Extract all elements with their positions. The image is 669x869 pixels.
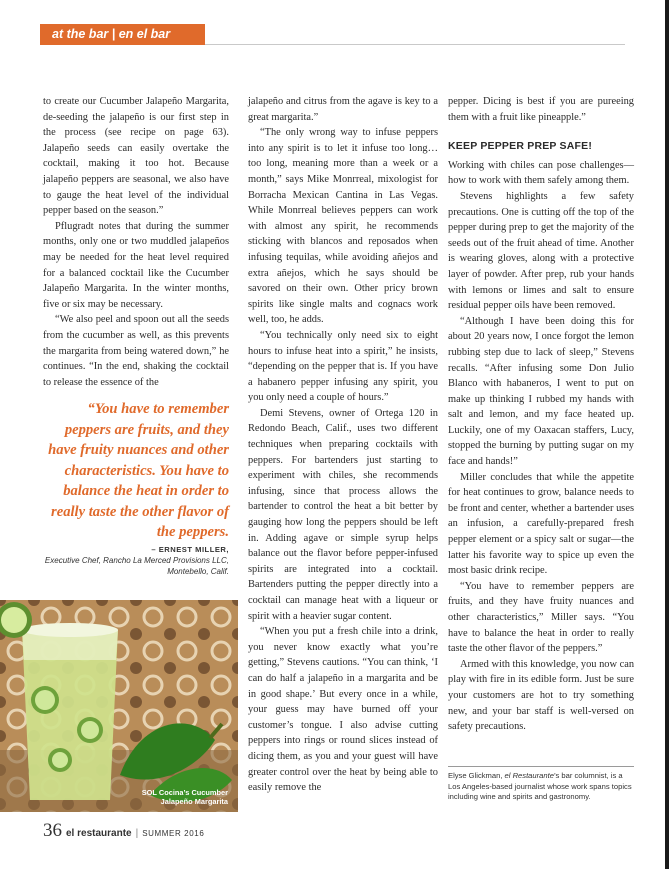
paragraph: pepper. Dicing is best if you are pureeing them with a fruit like pineapple.” (448, 96, 634, 123)
column-1 (43, 94, 229, 390)
page-number: 36 (43, 820, 62, 841)
pull-quote-attribution (43, 544, 229, 577)
page-footer (43, 820, 204, 840)
attribution-name: – ERNEST MILLER, (151, 545, 229, 554)
paragraph: Working with chiles can pose challenges—how to work with them safely among them. (448, 159, 634, 187)
paragraph: Pflugradt notes that during the summer months, only one or two muddled jalapeños may be needed for the heat level required for a balanced cocktail like the Cucumber Jalapeño Margarita. In the winter months, five or six may be necessary. (43, 220, 229, 310)
paragraph: “When you put a fresh chile into a drink, you never know exactly what you’re getting,” Stevens cautions. “You can think, ‘I can do half a jalapeño in a margarita and be in good shape.’ But every once in a while, your guess may have burned off your customer’s tongue. I also advise cutting peppers into rings or round slices instead of dicing them, as you and your guest will have greater control over the heat by being able to easily remove the (248, 626, 438, 794)
cocktail-illustration (0, 600, 238, 812)
bio-divider (448, 766, 634, 767)
section-header: at the bar | en el bar (40, 24, 205, 45)
attribution-role: Executive Chef, Rancho La Merced Provisions LLC, Montebello, Calif. (44, 556, 229, 576)
caption-line: SOL Cocina’s Cucumber (141, 788, 228, 797)
page-edge (665, 0, 669, 869)
paragraph: “You technically only need six to eight hours to infuse heat into a spirit,” he insists, “depending on the pepper that is. If you have a habanero pepper infusing any spirit, you you only need a couple of hours.” (248, 329, 438, 404)
column-2 (248, 94, 438, 796)
issue-label: SUMMER 2016 (142, 829, 205, 838)
paragraph: Stevens highlights a few safety precautions. One is cutting off the top of the pepper during prep to get the majority of the seeds out of the fruit ahead of time. Another is wearing gloves, along with a protective layer of powder. After prep, rub your hands with lemons or limes and salt to ensure residual pepper oils have been removed. (448, 190, 634, 312)
paragraph: Miller concludes that while the appetite for heat continues to grow, balance needs to be front and center, whether a bartender uses an infusion, a carefully-prepared fresh pepper element or a spicy salt or sugar—the latter his favorite way to spice up even the most basic drink recipe. (448, 471, 634, 577)
column-3 (448, 94, 634, 735)
publication-name: el restaurante (66, 828, 132, 839)
paragraph: to create our Cucumber Jalapeño Margarita, de-seeding the jalapeño is our first step in the process (see recipe on page 63). Jalapeño seeds can easily overtake the cocktail, making it too hot. Because jalapeño peppers are seasonal, we also have to gauge the heat level of the individual pepper based on the season.” (43, 96, 229, 217)
photo-caption (142, 788, 228, 806)
paragraph: “We also peel and spoon out all the seeds from the cucumber as well, as this prevents the margarita from being watered down,” he continues. “In the end, shaking the cocktail to release the essence of the (43, 314, 229, 388)
paragraph: Armed with this knowledge, you now can play with fire in its edible form. Just be sure your customers are hot to try something new, and your bar staff is well-versed on safety precautions. (448, 658, 635, 733)
pull-quote: “You have to remember peppers are fruits, and they have fruity nuances and other characteristics. You have to balance the heat in order to really taste the other flavor of the peppers. (48, 401, 229, 540)
header-rule (205, 44, 625, 45)
paragraph: “Although I have been doing this for about 20 years now, I once forgot the lemon rubbing step due to lack of sleep,” Stevens recalls. “After infusing some Don Julio Blanco with habaneros, I went to put on make up thinking I rubbed my hands with salt and lemon, and my face heated up. Luckily, one of my Oaxacan staffers, Lucy, stopped the burning by putting sugar on my face and hands!” (448, 315, 634, 468)
paragraph: Demi Stevens, owner of Ortega 120 in Redondo Beach, Calif., uses two different techniques when preparing cocktails with peppers. For bartenders just starting to experiment with chiles, she recommends infusing, since that process allows the bartender to control the heat a bit better by gauging how long the peppers should be left in. Adding agave or simple syrup helps balance out the flavor before pepper-infused spirits are integrated into a cocktail. Bartenders putting the pepper directly into a cocktail can manage heat with a liqueur or spirit with a heavier sugar content. (248, 407, 438, 622)
bio-publication: el Restaurante (504, 771, 554, 780)
paragraph: “You have to remember peppers are fruits, and they have fruity nuances and other characteristics,” Miller says. “You have to balance the heat in order to really taste the other flavor of the peppers.” (448, 580, 634, 655)
subheading: KEEP PEPPER PREP SAFE! (448, 140, 593, 153)
bio-prefix: Elyse Glickman, (448, 771, 505, 780)
footer-separator: | (135, 828, 139, 839)
paragraph: “The only wrong way to infuse peppers into any spirit is to let it infuse too long… too long, meaning more than a week or a month,” says Mike Monrreal, mixologist for Borracha Mexican Cantina in Las Vegas. While Monrreal believes peppers can work with almost any spirit, he recommends sticking with blancos and reposados when infusing tequilas, while avoiding añejos and extra añejos, which he says should be savored on their own. Other pricy brown spirits like single malts and cognacs work well, too, he adds. (248, 127, 438, 326)
cocktail-photo (0, 600, 238, 812)
caption-line: Jalapeño Margarita (160, 797, 228, 806)
bio-suffix: ’s bar columnist, is a Los Angeles-based journalist whose work spans topics including wine and spirits and gastronomy. (448, 771, 632, 801)
paragraph: jalapeño and citrus from the agave is key to a great margarita.” (248, 96, 438, 123)
author-bio (448, 771, 634, 803)
